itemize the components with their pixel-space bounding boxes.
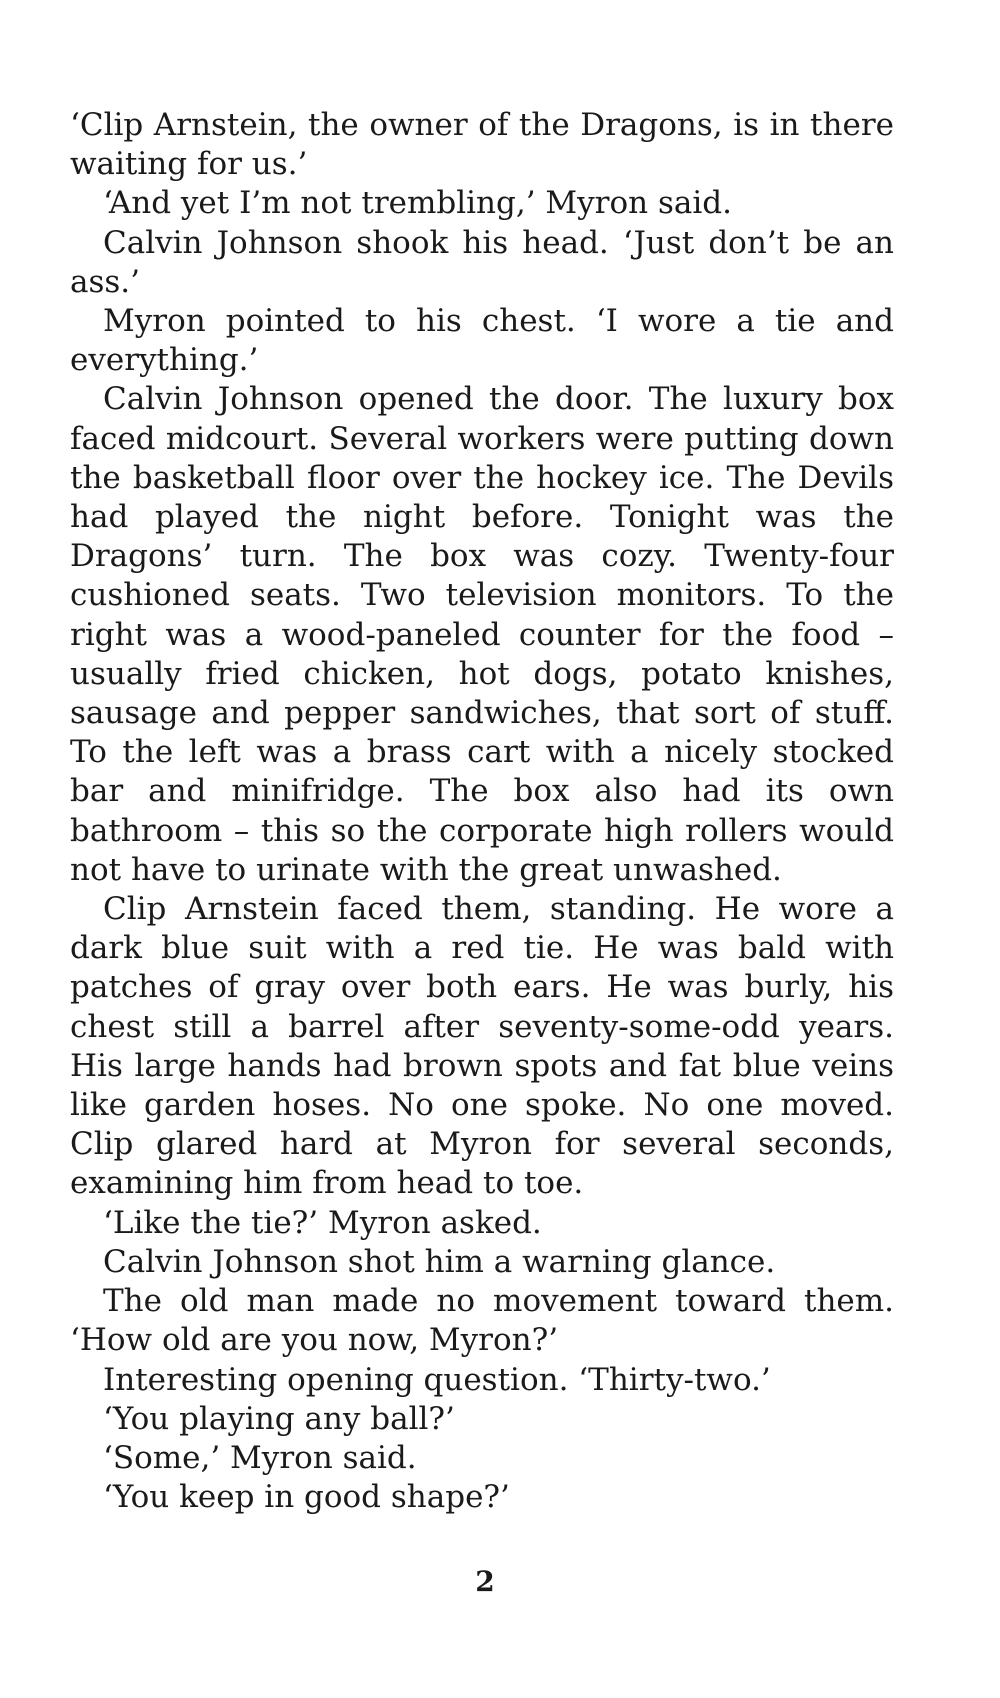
paragraph: The old man made no movement toward them. ‘How old are you now, Myron?’ <box>70 1283 894 1359</box>
paragraph: Calvin Johnson opened the door. The luxury box faced midcourt. Several workers were putting down the basketball floor over the hockey ice. The Devils had played the night before. Tonight was the Dragons’ turn. The box was cozy. Twenty-four cushioned seats. Two television monitors. To the right was a wood-paneled counter for the food – usually fried chicken, hot dogs, potato knishes, sausage and pepper sandwiches, that sort of stuff. To the left was a brass cart with a nicely stocked bar and minifridge. The box also had its own bathroom – this so the corporate high rollers would not have to urinate with the great unwashed. <box>70 381 894 888</box>
paragraph: ‘And yet I’m not trembling,’ Myron said. <box>103 185 732 222</box>
paragraph: Clip Arnstein faced them, standing. He wore a dark blue suit with a red tie. He was bald with patches of gray over both ears. He was burly, his chest still a barrel after seventy-some-odd years. His large hands had brown spots and fat blue veins like garden hoses. No one spoke. No one moved. Clip glared hard at Myron for several seconds, examining him from head to toe. <box>70 891 894 1202</box>
paragraph: ‘Clip Arnstein, the owner of the Dragons, is in there waiting for us.’ <box>70 107 894 183</box>
paragraph: ‘You keep in good shape?’ <box>103 1479 510 1516</box>
paragraph: Myron pointed to his chest. ‘I wore a tie and everything.’ <box>70 303 894 379</box>
paragraph: ‘Some,’ Myron said. <box>103 1439 417 1476</box>
paragraph: Interesting opening question. ‘Thirty-two.’ <box>103 1361 771 1398</box>
paragraph: Calvin Johnson shook his head. ‘Just don’t be an ass.’ <box>70 224 894 300</box>
page-number: 2 <box>475 1565 495 1598</box>
paragraph: Calvin Johnson shot him a warning glance. <box>103 1243 776 1280</box>
body-text <box>70 106 894 1517</box>
paragraph: ‘You playing any ball?’ <box>103 1400 455 1437</box>
paragraph: ‘Like the tie?’ Myron asked. <box>103 1204 542 1241</box>
